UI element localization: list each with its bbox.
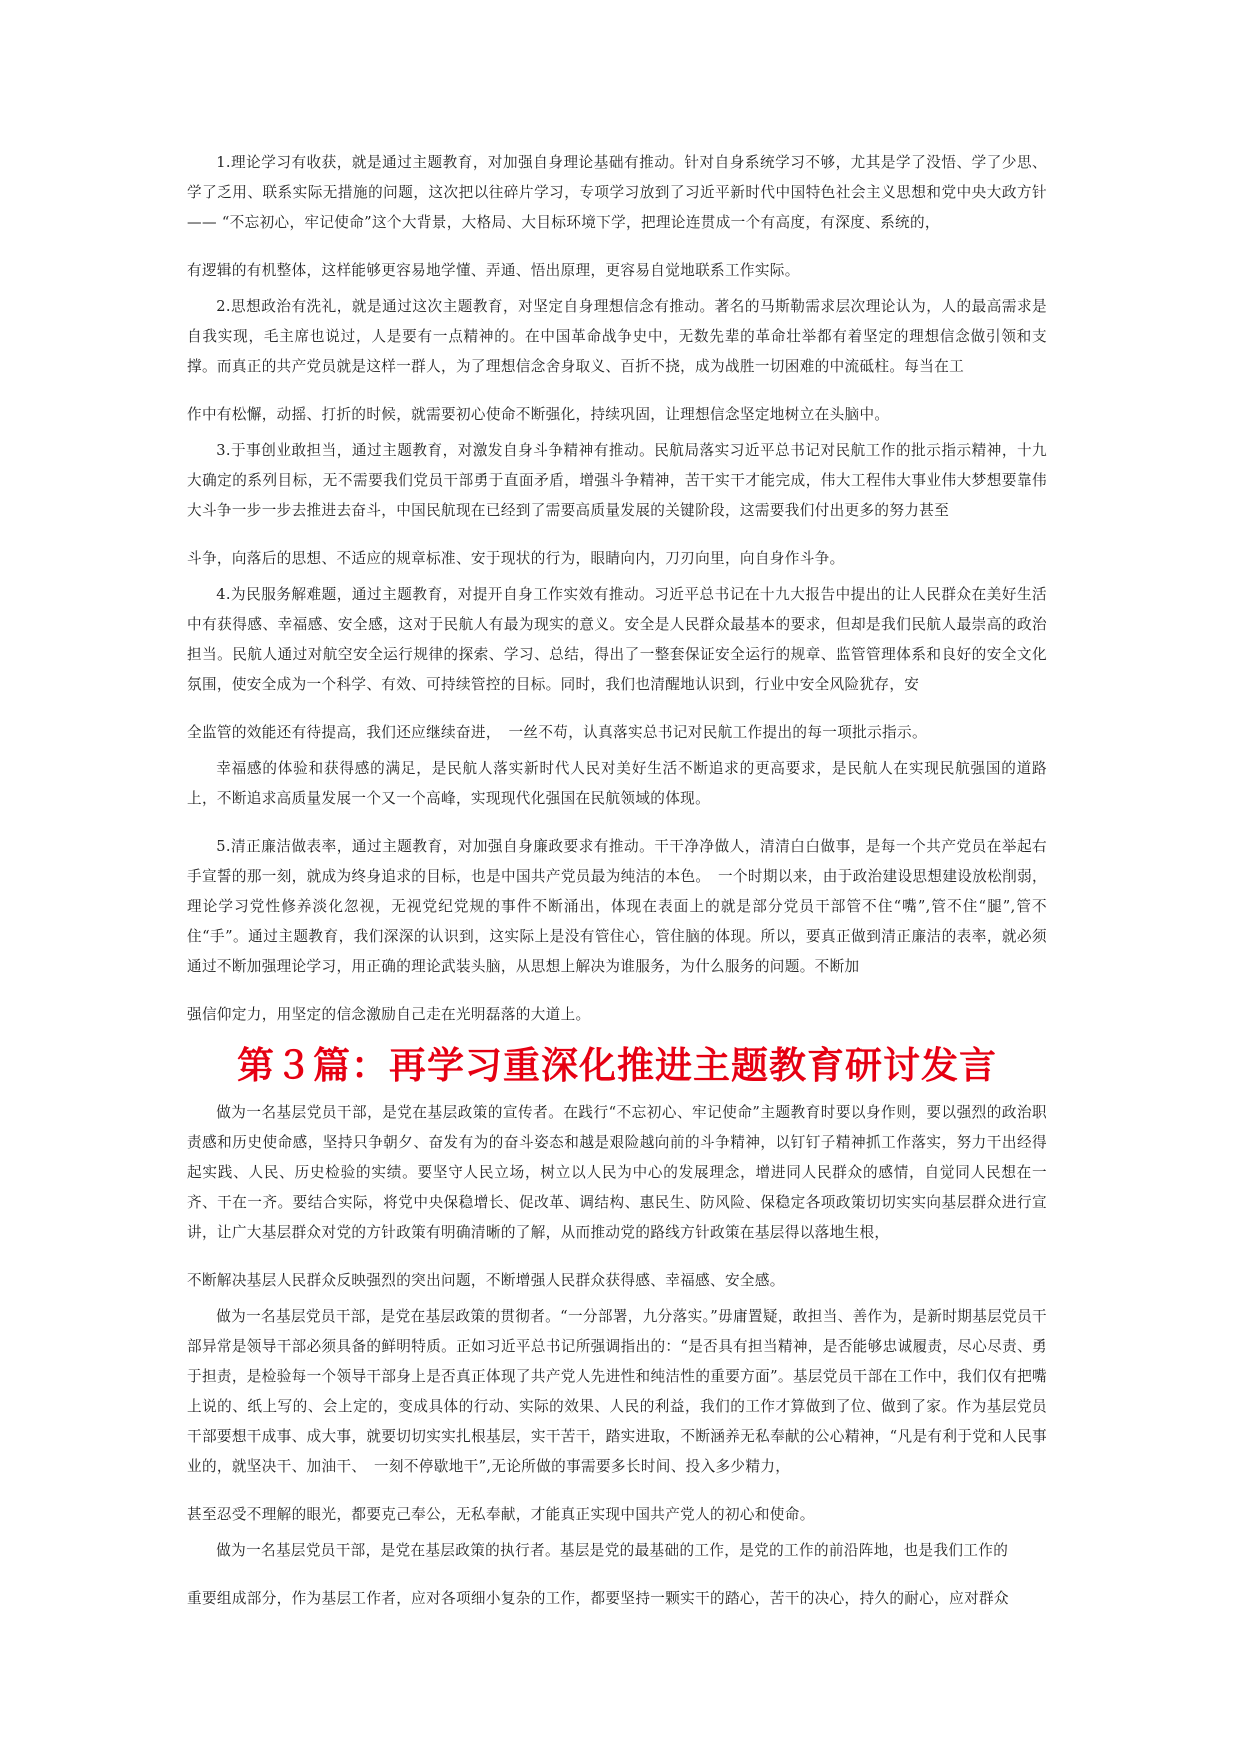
paragraph-continuation: 斗争，向落后的思想、不适应的规章标准、安于现状的行为，眼睛向内，刀刃向里，向自身作斗争。 bbox=[187, 550, 845, 567]
paragraph-integrity: 5.清正廉洁做表率，通过主题教育，对加强自身廉政要求有推动。干干净净做人，清清白白做事，是每一个共产党员在举起右手宣誓的那一刻，就成为终身追求的目标，也是中国共产党员最为纯洁的本色。 一个时期以来，由于政治建设思想建设放松削弱，理论学习党性修养淡化忽视，无视党纪党规的事件不断涌出，体现在表面上的就是部分党员干部管不住“嘴”,管不住“腿”,管不住“手”。通过主题教育，我们深深的认识到，这实际上是没有管住心，管住脑的体现。所以，要真正做到清正廉洁的表率，就必须通过不断加强理论学习，用正确的理论武装头脑，从思想上解决为谁服务，为什么服务的问题。不断加 bbox=[187, 838, 1047, 975]
paragraph-continuation: 甚至忍受不理解的眼光，都要克己奉公，无私奉献，才能真正实现中国共产党人的初心和使命。 bbox=[187, 1506, 815, 1523]
paragraph-political-thought: 2.思想政治有洗礼，就是通过这次主题教育，对坚定自身理想信念有推动。著名的马斯勒需求层次理论认为，人的最高需求是自我实现，毛主席也说过，人是要有一点精神的。在中国革命战争史中，无数先辈的革命壮举都有着坚定的理想信念做引领和支撑。而真正的共产党员就是这样一群人，为了理想信念舍身取义、百折不挠，成为战胜一切困难的中流砥柱。每当在工 bbox=[187, 298, 1047, 375]
document-page bbox=[187, 148, 1047, 1614]
paragraph-continuation: 不断解决基层人民群众反映强烈的突出问题，不断增强人民群众获得感、幸福感、安全感。 bbox=[187, 1272, 785, 1289]
paragraph-continuation: 全监管的效能还有待提高，我们还应继续奋进， 一丝不苟，认真落实总书记对民航工作提出的每一项批示指示。 bbox=[187, 724, 927, 741]
paragraph-happiness: 幸福感的体验和获得感的满足，是民航人落实新时代人民对美好生活不断追求的更高要求，是民航人在实现民航强国的道路上，不断追求高质量发展一个又一个高峰，实现现代化强国在民航领域的体现。 bbox=[187, 760, 1047, 807]
paragraph-continuation: 有逻辑的有机整体，这样能够更容易地学懂、弄通、悟出原理，更容易自觉地联系工作实际。 bbox=[187, 262, 800, 279]
paragraph-continuation: 强信仰定力，用坚定的信念激励自己走在光明磊落的大道上。 bbox=[187, 1006, 591, 1023]
paragraph-theory-study: 1.理论学习有收获，就是通过主题教育，对加强自身理论基础有推动。针对自身系统学习不够，尤其是学了没悟、学了少思、学了乏用、联系实际无措施的问题，这次把以往碎片学习，专项学习放到了习近平新时代中国特色社会主义思想和党中央大政方针—— “不忘初心，牢记使命”这个大背景，大格局、大目标环境下学，把理论连贯成一个有高度，有深度、系统的， bbox=[187, 154, 1047, 231]
paragraph-propagandist: 做为一名基层党员干部，是党在基层政策的宣传者。在践行“不忘初心、牢记使命”主题教育时要以身作则，要以强烈的政治职责感和历史使命感，坚持只争朝夕、奋发有为的奋斗姿态和越是艰险越向前的斗争精神，以钉钉子精神抓工作落实，努力干出经得起实践、人民、历史检验的实绩。要坚守人民立场，树立以人民为中心的发展理念，增进同人民群众的感情，自觉同人民想在一齐、干在一齐。要结合实际，将党中央保稳增长、促改革、调结构、惠民生、防风险、保稳定各项政策切切实实向基层群众进行宣讲，让广大基层群众对党的方针政策有明确清晰的了解，从而推动党的路线方针政策在基层得以落地生根， bbox=[187, 1104, 1047, 1241]
paragraph-implementer: 做为一名基层党员干部，是党在基层政策的贯彻者。“一分部署，九分落实。”毋庸置疑，敢担当、善作为，是新时期基层党员干部异常是领导干部必须具备的鲜明特质。正如习近平总书记所强调指出的：“是否具有担当精神，是否能够忠诚履责，尽心尽责、勇于担责，是检验每一个领导干部身上是否真正体现了共产党人先进性和纯洁性的重要方面”。基层党员干部在工作中，我们仅有把嘴上说的、纸上写的、会上定的，变成具体的行动、实际的效果、人民的利益，我们的工作才算做到了位、做到了家。作为基层党员干部要想干成事、成大事，就要切切实实扎根基层，实干苦干，踏实进取，不断涵养无私奉献的公心精神，“凡是有利于党和人民事业的，就坚决干、加油干、 一刻不停歇地干”,无论所做的事需要多长时间、投入多少精力， bbox=[187, 1308, 1047, 1475]
paragraph-continuation: 作中有松懈，动摇、打折的时候，就需要初心使命不断强化，持续巩固，让理想信念坚定地树立在头脑中。 bbox=[187, 406, 890, 423]
paragraph-continuation: 重要组成部分，作为基层工作者，应对各项细小复杂的工作，都要坚持一颗实干的踏心，苦干的决心，持久的耐心，应对群众 bbox=[187, 1590, 1009, 1607]
paragraph-serve-people: 4.为民服务解难题，通过主题教育，对提开自身工作实效有推动。习近平总书记在十九大报告中提出的让人民群众在美好生活中有获得感、幸福感、安全感，这对于民航人有最为现实的意义。安全是人民群众最基本的要求，但却是我们民航人最崇高的政治担当。民航人通过对航空安全运行规律的探索、学习、总结，得出了一整套保证安全运行的规章、监管管理体系和良好的安全文化氛围，使安全成为一个科学、有效、可持续管控的目标。同时，我们也清醒地认识到，行业中安全风险犹存，安 bbox=[187, 586, 1047, 693]
section-heading: 第３篇：再学习重深化推进主题教育研讨发言 bbox=[237, 1044, 997, 1087]
paragraph-executor: 做为一名基层党员干部，是党在基层政策的执行者。基层是党的最基础的工作，是党的工作的前沿阵地，也是我们工作的 bbox=[216, 1542, 1009, 1559]
paragraph-responsibility: 3.于事创业敢担当，通过主题教育，对激发自身斗争精神有推动。民航局落实习近平总书记对民航工作的批示指示精神，十九大确定的系列目标，无不需要我们党员干部勇于直面矛盾，增强斗争精神，苦干实干才能完成，伟大工程伟大事业伟大梦想要靠伟大斗争一步一步去推进去奋斗，中国民航现在已经到了需要高质量发展的关键阶段，这需要我们付出更多的努力甚至 bbox=[187, 442, 1047, 519]
